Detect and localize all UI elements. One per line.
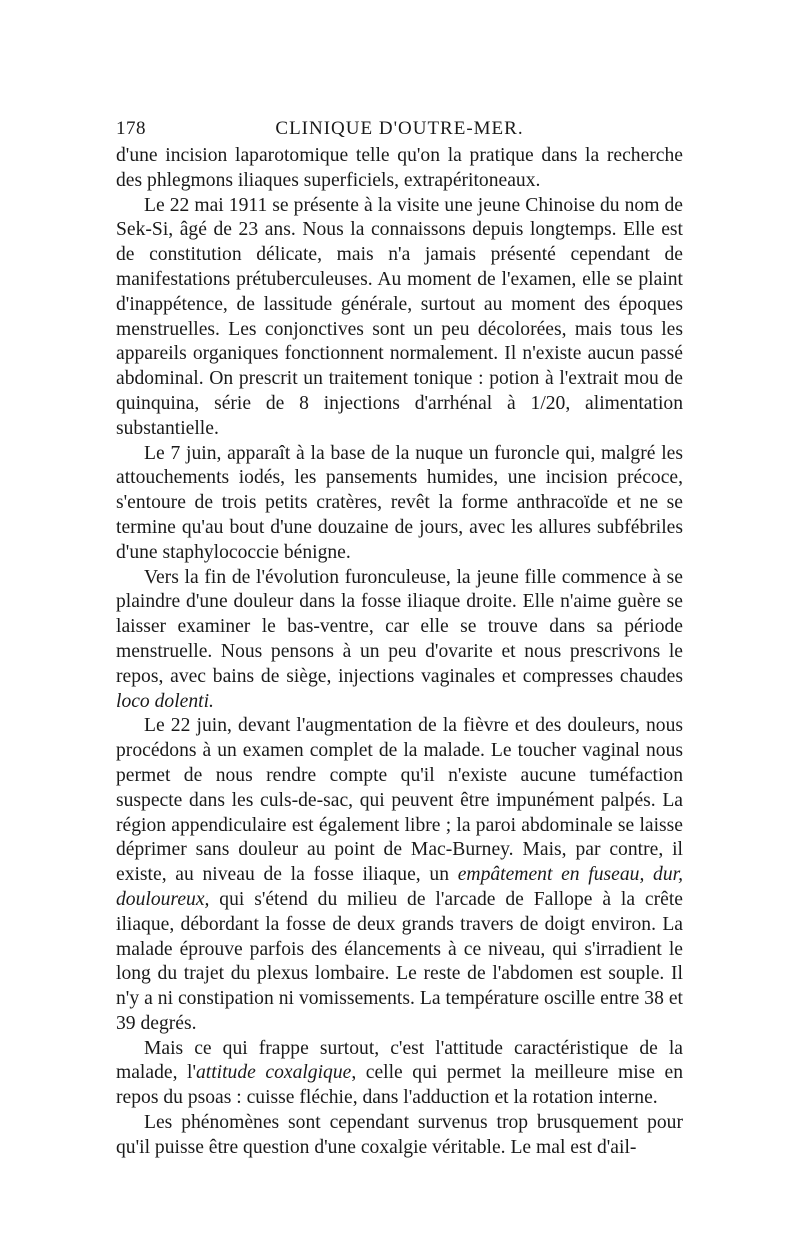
paragraph-2: Le 22 mai 1911 se présente à la visite une jeune Chinoise du nom de Sek-Si, âgé de 23 ans. Nous la connaissons depuis longtemps. Elle est de constitution délicate, mais n'a jamais présenté cependant de manifestations prétuberculeuses. Au moment de l'examen, elle se plaint d'inappétence, de lassitude générale, surtout au moment des époques menstruelles. Les conjonctives sont un peu décolorées, mais tous les appareils organiques fonctionnent normalement. Il n'existe aucun passé abdominal. On prescrit un traitement tonique : potion à l'extrait mou de quinquina, série de 8 injections d'arrhénal à 1/20, alimentation substantielle.: [116, 194, 683, 439]
paragraph-6-text-a: Mais ce qui frappe surtout, c'est l'attitude caractéristique de la malade, l': [116, 1037, 683, 1084]
paragraph-4: [116, 566, 683, 715]
paragraph-3: Le 7 juin, apparaît à la base de la nuque un furoncle qui, malgré les attouchements iodés, les pansements humides, une incision précoce, s'entoure de trois petits cratères, revêt la forme anthracoïde et ne se termine qu'au bout d'une douzaine de jours, avec les allures subfébriles d'une staphylococcie bénigne.: [116, 442, 683, 563]
paragraph-6-text-b: , celle qui permet la meilleure mise en repos du psoas : cuisse fléchie, dans l'adduction et la rotation interne.: [116, 1062, 683, 1109]
italic-empatement: empâtement en fuseau, dur, douloureux,: [116, 864, 684, 910]
italic-loco-dolenti: loco dolenti.: [116, 690, 214, 712]
paragraph-4-text: Vers la fin de l'évolution furonculeuse, la jeune fille commence à se plaindre d'une douleur dans la fosse iliaque droite. Elle n'aime guère se laisser examiner le bas-ventre, car elle se trouve dans sa période menstruelle. Nous pensons à un peu d'ovarite et nous prescrivons le repos, avec bains de siège, injections vaginales et compresses chaudes: [116, 566, 683, 687]
italic-attitude-coxalgique: attitude coxalgique: [195, 1062, 352, 1084]
paragraph-1: d'une incision laparotomique telle qu'on la pratique dans la recherche des phlegmons iliaques superficiels, extrapéritoneaux.: [116, 145, 683, 191]
paragraph-7: Les phénomènes sont cependant survenus trop brusquement pour qu'il puisse être question d'une coxalgie véritable. Le mal est d'ail-: [116, 1112, 683, 1158]
page-number: 178: [116, 118, 146, 139]
body-text: [116, 144, 683, 1161]
paragraph-5-text-a: Le 22 juin, devant l'augmentation de la fièvre et des douleurs, nous procédons à un examen complet de la malade. Le toucher vaginal nous permet de nous rendre compte qu'il n'existe aucune tuméfaction suspecte dans les culs-de-sac, qui peuvent être impunément palpés. La région appendiculaire est également libre ; la paroi abdominale se laisse déprimer sans douleur au point de Mac-Burney. Mais, par contre, il existe, au niveau de la fosse iliaque, un: [116, 715, 683, 886]
page-header: [116, 118, 683, 140]
paragraph-6: [116, 1037, 683, 1111]
paragraph-5: [116, 714, 683, 1036]
paragraph-5-text-b: qui s'étend du milieu de l'arcade de Fallope à la crête iliaque, débordant la fosse de deux grands travers de doigt environ. La malade éprouve parfois des élancements à ce niveau, qui s'irradient le long du trajet du plexus lombaire. Le reste de l'abdomen est souple. Il n'y a ni constipation ni vomissements. La température oscille entre 38 et 39 degrés.: [116, 888, 683, 1034]
running-title: CLINIQUE D'OUTRE-MER.: [275, 118, 524, 139]
